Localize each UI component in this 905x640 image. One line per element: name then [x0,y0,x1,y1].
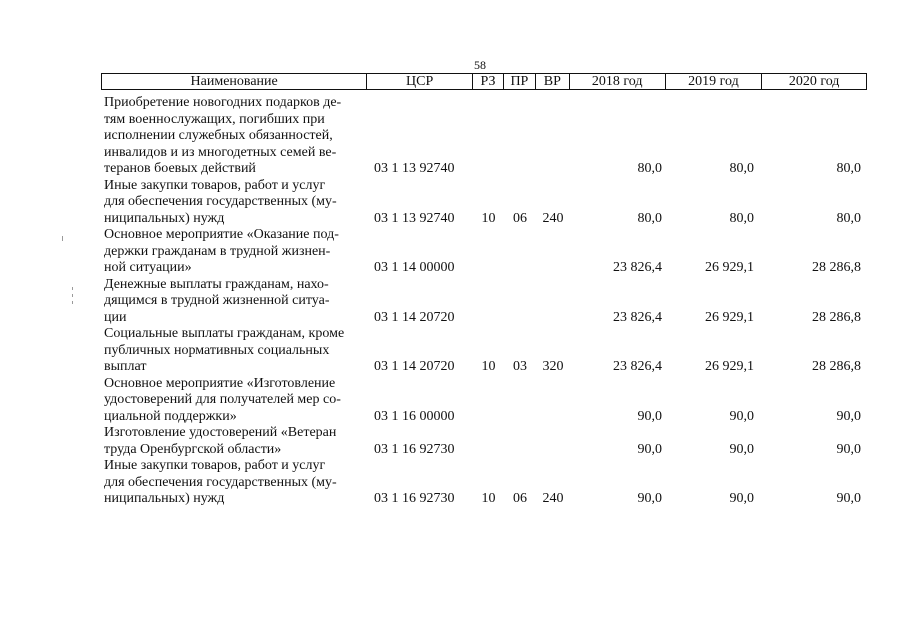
cell-vr: 320 [542,359,564,374]
header-2018: 2018 год [570,74,666,89]
cell-y2018: 80,0 [637,210,662,226]
cell-y2020: 28 286,8 [812,359,861,374]
header-vr: ВР [536,74,570,89]
cell-csr: 03 1 13 92740 [374,210,455,226]
cell-vr: 240 [542,491,564,506]
row-name-line: ции [104,309,127,325]
cell-rz: 10 [481,491,496,506]
row-name-line: Основное мероприятие «Оказание под- [104,227,339,242]
cell-rz: 10 [481,359,496,374]
cell-y2019: 26 929,1 [705,260,754,275]
cell-y2020: 90,0 [836,408,861,424]
cell-pr: 03 [513,359,527,374]
cell-csr: 03 1 13 92740 [374,161,455,176]
cell-y2019: 90,0 [729,441,754,457]
row-name [101,277,367,327]
cell-y2018: 23 826,4 [613,359,662,374]
cell-y2018: 80,0 [637,161,662,176]
header-name: Наименование [102,74,367,89]
row-name-line: тям военнослужащих, погибших при [104,111,325,127]
cell-y2019: 26 929,1 [705,359,754,374]
table-header [101,73,867,90]
page-number: 58 [474,58,486,72]
cell-y2019: 80,0 [729,210,754,226]
row-name-line: Иные закупки товаров, работ и услуг [104,458,326,473]
cell-y2020: 90,0 [836,491,861,506]
cell-y2019: 90,0 [729,408,754,424]
row-name-line: Изготовление удостоверений «Ветеран [104,425,337,440]
cell-y2018: 90,0 [637,491,662,506]
row-name-line: Приобретение новогодних подарков де- [104,95,342,110]
table-row [101,277,867,327]
margin-mark [72,294,73,297]
row-name-line: публичных нормативных социальных [104,342,330,358]
cell-y2019: 80,0 [729,161,754,176]
table-row [101,425,867,458]
row-name [101,458,367,508]
header-csr: ЦСР [367,74,473,89]
header-pr: ПР [504,74,536,89]
row-name [101,227,367,277]
row-name-line: Иные закупки товаров, работ и услуг [104,177,326,193]
row-name-line: циальной поддержки» [104,408,237,424]
row-name [101,95,367,178]
header-2020: 2020 год [788,74,840,89]
cell-y2018: 90,0 [637,408,662,424]
row-name-line: исполнении служебных обязанностей, [104,128,333,143]
cell-pr: 06 [513,491,527,506]
cell-csr: 03 1 16 00000 [374,408,455,424]
row-name-line: ниципальных) нужд [104,210,225,226]
cell-vr: 240 [542,210,564,226]
row-name [101,178,367,228]
margin-mark [72,301,73,304]
cell-csr: 03 1 14 00000 [374,260,455,275]
cell-y2020: 28 286,8 [812,260,861,275]
cell-csr: 03 1 16 92730 [374,441,455,457]
row-name [101,425,367,458]
row-name-line: выплат [104,359,147,374]
cell-y2018: 23 826,4 [613,309,662,325]
cell-pr: 06 [513,210,527,226]
row-name-line: удостоверений для получателей мер со- [104,392,341,407]
table-row [101,458,867,508]
row-name-line: ниципальных) нужд [104,491,225,506]
table-row [101,227,867,277]
cell-csr: 03 1 16 92730 [374,491,455,506]
cell-y2019: 90,0 [729,491,754,506]
row-name-line: инвалидов и из многодетных семей ве- [104,144,337,160]
cell-rz: 10 [481,210,496,226]
table-row [101,95,867,178]
row-name-line: труда Оренбургской области» [104,441,282,457]
row-name-line: теранов боевых действий [104,161,256,176]
table-row [101,376,867,426]
table-row [101,326,867,376]
row-name-line: Основное мероприятие «Изготовление [104,375,336,391]
table-row [101,178,867,228]
cell-y2020: 80,0 [836,210,861,226]
header-2019: 2019 год [666,74,763,89]
margin-mark [62,236,63,241]
row-name-line: держки гражданам в трудной жизнен- [104,243,331,259]
cell-y2020: 80,0 [836,161,861,176]
row-name [101,326,367,376]
cell-y2018: 90,0 [637,441,662,457]
cell-csr: 03 1 14 20720 [374,309,455,325]
table-body [101,95,867,508]
row-name-line: ной ситуации» [104,260,192,275]
cell-csr: 03 1 14 20720 [374,359,455,374]
margin-mark [72,287,73,290]
header-rz: РЗ [473,74,504,89]
row-name-line: для обеспечения государственных (му- [104,194,337,209]
cell-y2020: 28 286,8 [812,309,861,325]
row-name-line: Социальные выплаты гражданам, кроме [104,326,345,341]
row-name-line: Денежные выплаты гражданам, нахо- [104,276,329,292]
cell-y2019: 26 929,1 [705,309,754,325]
row-name [101,376,367,426]
cell-y2020: 90,0 [836,441,861,457]
row-name-line: дящимся в трудной жизненной ситуа- [104,293,330,308]
row-name-line: для обеспечения государственных (му- [104,474,337,490]
cell-y2018: 23 826,4 [613,260,662,275]
